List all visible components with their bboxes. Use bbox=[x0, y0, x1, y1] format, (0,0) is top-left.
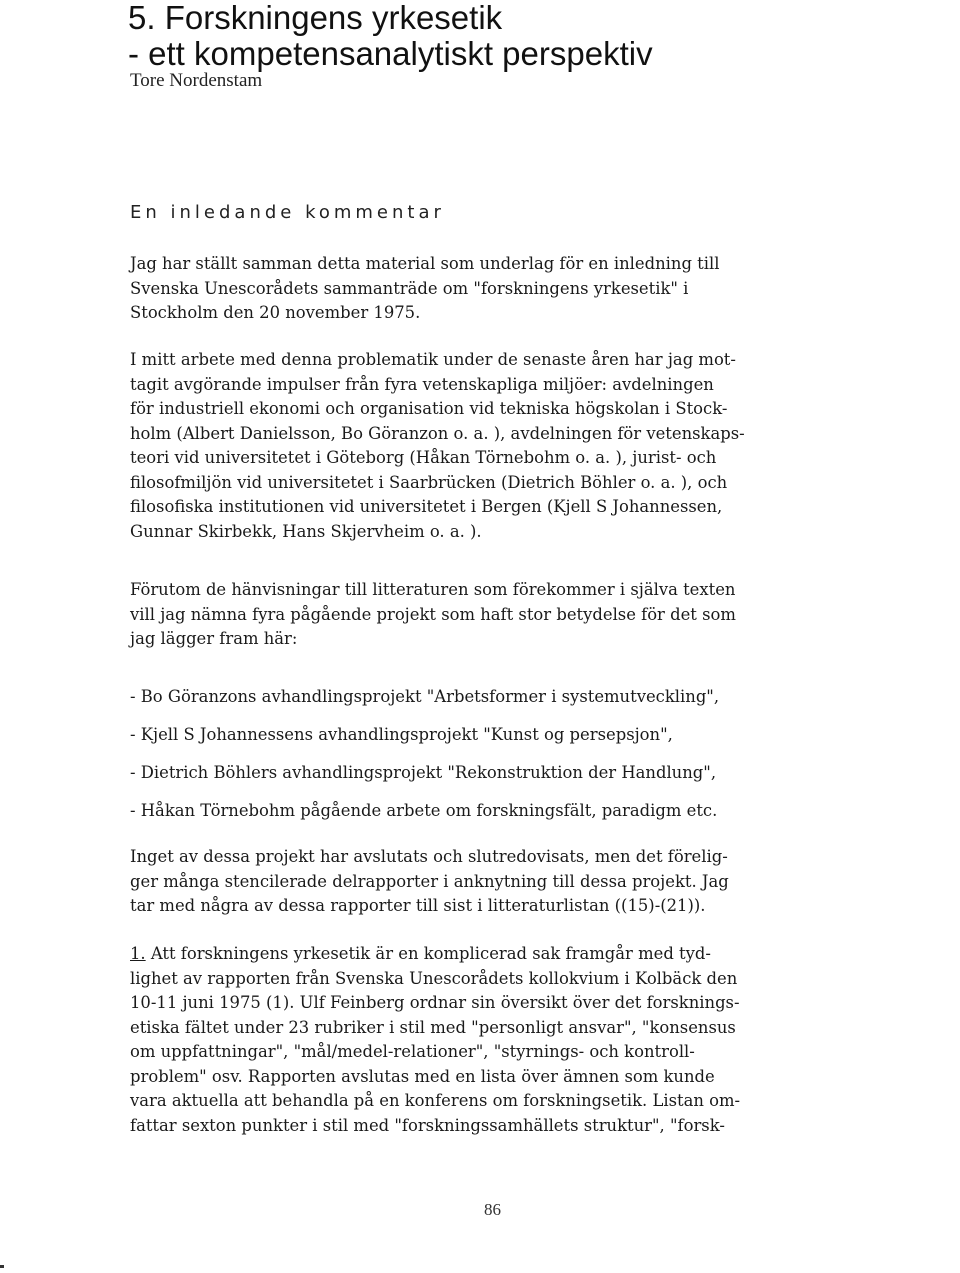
paragraph-influences bbox=[130, 348, 745, 544]
paragraph-project-status bbox=[130, 845, 729, 919]
text-line: Stockholm den 20 november 1975. bbox=[130, 303, 421, 322]
author-name: Tore Nordenstam bbox=[130, 70, 263, 91]
text-line: holm (Albert Danielsson, Bo Göranzon o. a. ), avdelningen för vetenskaps- bbox=[130, 423, 745, 443]
text-line: etiska fältet under 23 rubriker i stil med "personligt ansvar", "konsensus bbox=[130, 1017, 736, 1037]
list-item: - Bo Göranzons avhandlingsprojekt "Arbetsformer i systemutveckling", bbox=[130, 687, 720, 706]
list-item: - Kjell S Johannessens avhandlingsprojekt "Kunst og persepsjon", bbox=[130, 725, 673, 744]
text-line: filosofmiljön vid universitetet i Saarbrücken (Dietrich Böhler o. a. ), och bbox=[130, 472, 728, 492]
text-line bbox=[130, 942, 740, 967]
text-line: filosofiska institutionen vid universitetet i Bergen (Kjell S Johannessen, bbox=[130, 497, 723, 516]
text-line: Jag har ställt samman detta material som underlag för en inledning till bbox=[130, 254, 720, 273]
scan-mark bbox=[0, 1265, 4, 1268]
text-line: 10-11 juni 1975 (1). Ulf Feinberg ordnar sin översikt över det forsknings- bbox=[130, 993, 740, 1012]
text-line: tar med några av dessa rapporter till sist i litteraturlistan ((15)-(21)). bbox=[130, 896, 706, 915]
chapter-title bbox=[128, 0, 653, 72]
list-item: - Dietrich Böhlers avhandlingsprojekt "Rekonstruktion der Handlung", bbox=[130, 763, 717, 782]
text-line: ger många stencilerade delrapporter i anknytning till dessa projekt. Jag bbox=[130, 871, 729, 891]
text-fragment: Att forskningens yrkesetik är en komplicerad sak framgår med tyd- bbox=[145, 944, 711, 963]
list-item: - Håkan Törnebohm pågående arbete om forskningsfält, paradigm etc. bbox=[130, 801, 718, 820]
text-line: tagit avgörande impulser från fyra vetenskapliga miljöer: avdelningen bbox=[130, 374, 714, 394]
text-line: om uppfattningar", "mål/medel-relationer", "styrnings- och kontroll- bbox=[130, 1042, 695, 1061]
text-line: vara aktuella att behandla på en konferens om forskningsetik. Listan om- bbox=[130, 1091, 741, 1110]
text-line: Förutom de hänvisningar till litteraturen som förekommer i själva texten bbox=[130, 580, 736, 599]
section-heading: En inledande kommentar bbox=[130, 202, 445, 223]
paragraph-projects-intro bbox=[130, 578, 736, 652]
text-line: Gunnar Skirbekk, Hans Skjervheim o. a. ). bbox=[130, 521, 482, 541]
text-line: Inget av dessa projekt har avslutats och slutredovisats, men det förelig- bbox=[130, 847, 728, 866]
project-list bbox=[130, 678, 719, 830]
text-line: jag lägger fram här: bbox=[130, 629, 298, 648]
text-line: problem" osv. Rapporten avslutas med en lista över ämnen som kunde bbox=[130, 1066, 715, 1086]
text-line: för industriell ekonomi och organisation vid tekniska högskolan i Stock- bbox=[130, 399, 728, 418]
text-line: Svenska Unescorådets sammanträde om "forskningens yrkesetik" i bbox=[130, 278, 689, 298]
text-line: teori vid universitetet i Göteborg (Håkan Törnebohm o. a. ), jurist- och bbox=[130, 448, 717, 467]
page-number: 86 bbox=[484, 1200, 501, 1219]
text-line: I mitt arbete med denna problematik under de senaste åren har jag mot- bbox=[130, 350, 736, 369]
paragraph-numbered-1 bbox=[130, 942, 740, 1138]
chapter-title-line-2: - ett kompetensanalytiskt perspektiv bbox=[128, 35, 653, 72]
chapter-title-line-1: 5. Forskningens yrkesetik bbox=[128, 0, 503, 36]
paragraph-number: 1. bbox=[130, 944, 146, 963]
paragraph-intro bbox=[130, 252, 719, 326]
text-line: fattar sexton punkter i stil med "forskningssamhällets struktur", "forsk- bbox=[130, 1115, 725, 1135]
text-line: vill jag nämna fyra pågående projekt som haft stor betydelse för det som bbox=[130, 604, 736, 624]
text-line: lighet av rapporten från Svenska Unescorådets kollokvium i Kolbäck den bbox=[130, 968, 738, 988]
